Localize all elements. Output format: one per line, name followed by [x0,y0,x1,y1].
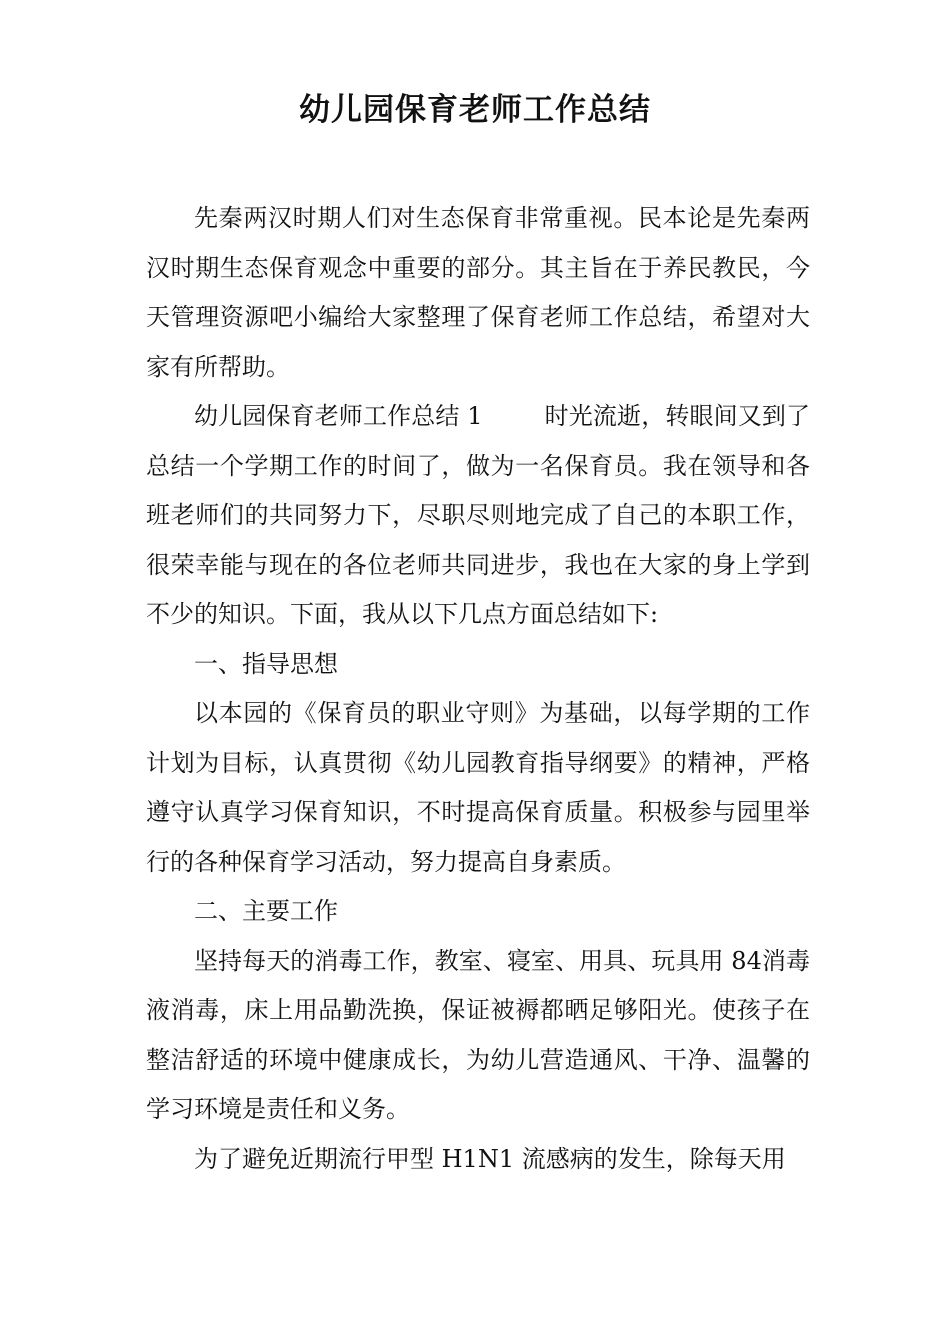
guiding-ideology-paragraph: 以本园的《保育员的职业守则》为基础，以每学期的工作计划为目标，认真贯彻《幼儿园教育指导纲要》的精神，严格遵守认真学习保育知识，不时提高保育质量。积极参与园里举行的各种保育学习活动，努力提高自身素质。 [146,699,810,876]
heading-main-work: 二、主要工作 [194,897,338,925]
flu-prevention-paragraph: 为了避免近期流行甲型 H1N1 流感病的发生，除每天用 [194,1144,786,1173]
section1-lead: 时光流逝，转眼间又到 [544,402,786,430]
section1-heading: 幼儿园保育老师工作总结 1 [194,402,483,430]
disinfection-paragraph: 坚持每天的消毒工作，教室、寝室、用具、玩具用 84消毒液消毒，床上用品勤洗换，保证被褥都晒足够阳光。使孩子在整洁舒适的环境中健康成长，为幼儿营造通风、干净、温馨的学习环境是责任和义务。 [146,946,810,1123]
heading-guiding-ideology: 一、指导思想 [194,649,338,678]
intro-paragraph: 先秦两汉时期人们对生态保育非常重视。民本论是先秦两汉时期生态保育观念中重要的部分。其主旨在于养民教民，今天管理资源吧小编给大家整理了保育老师工作总结，希望对大家有所帮助。 [146,204,810,381]
document-body [146,194,810,1184]
document-title: 幼儿园保育老师工作总结 [299,92,651,128]
section1-rest: 了总结一个学期工作的时间了，做为一名保育员。我在领导和各班老师们的共同努力下，尽职尽则地完成了自己的本职工作，很荣幸能与现在的各位老师共同进步，我也在大家的身上学到不少的知识。下面，我从以下几点方面总结如下: [146,402,810,628]
section1-paragraph [146,392,810,640]
